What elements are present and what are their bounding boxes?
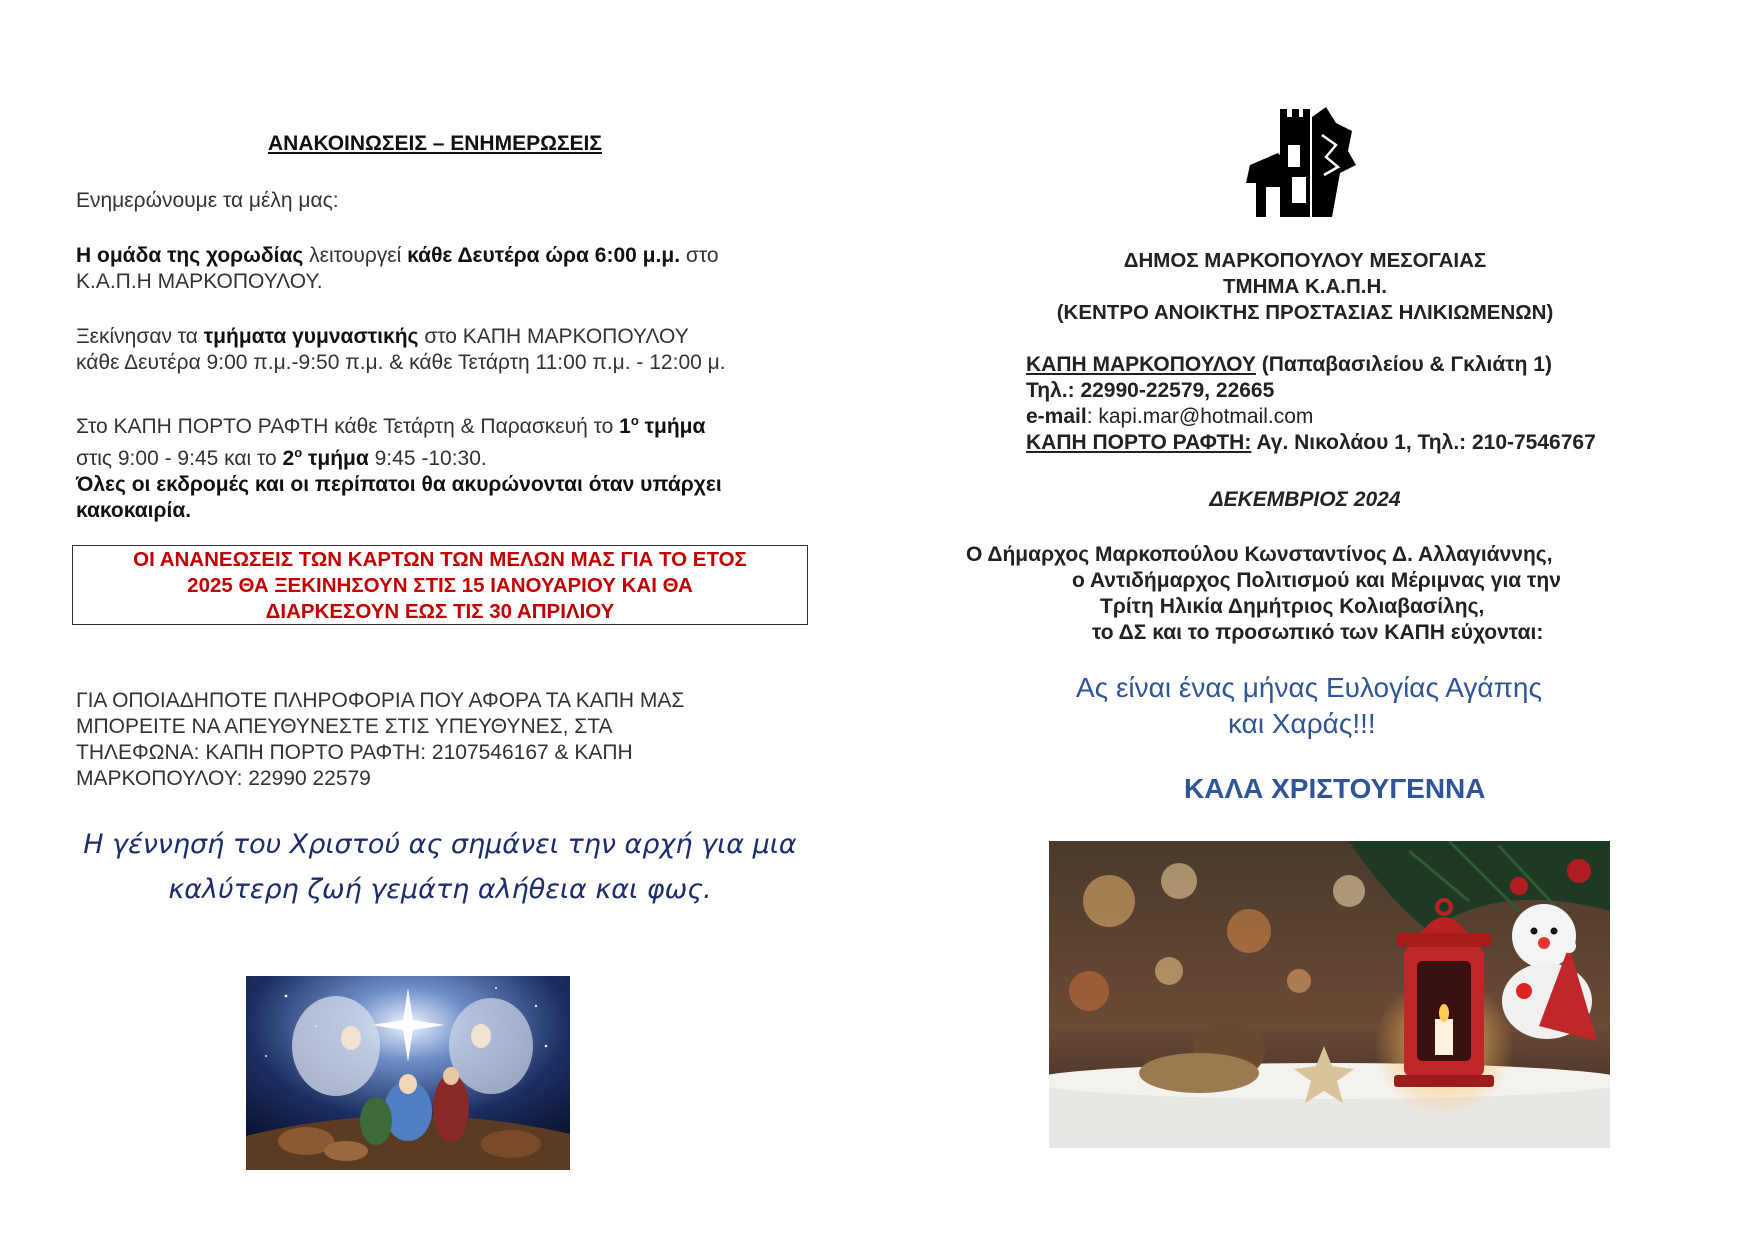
choir-text-2: στο: [680, 244, 719, 267]
porto-text-2: στις 9:00 - 9:45 και το: [76, 447, 283, 470]
org-line-1: ΔΗΜΟΣ ΜΑΡΚΟΠΟΥΛΟΥ ΜΕΣΟΓΑΙΑΣ: [1123, 249, 1487, 272]
nativity-image: [246, 976, 570, 1170]
christmas-lantern-image: [1049, 841, 1610, 1148]
renewal-notice-box: [72, 545, 808, 625]
municipality-logo: [1240, 105, 1358, 217]
choir-line-2: Κ.Α.Π.Η ΜΑΡΚΟΠΟΥΛΟΥ.: [76, 270, 323, 293]
gym-bold: τμήματα γυμναστικής: [203, 325, 419, 348]
choir-paragraph: [76, 243, 836, 295]
greeting-line-3: Τρίτη Ηλικία Δημήτριος Κολιαβασίλης,: [1100, 595, 1485, 618]
quote-line-2: καλύτερη ζωή γεμάτη αλήθεια και φως.: [168, 874, 712, 905]
intro-text: Ενημερώνουμε τα μέλη μας:: [76, 189, 339, 212]
christmas-quote: [40, 822, 840, 912]
porto-rafti-address: Αγ. Νικολάου 1, Τηλ.: 210-7546767: [1251, 431, 1596, 454]
quote-line-1: Η γέννησή του Χριστού ας σημάνει την αρχή για μια: [83, 829, 797, 860]
info-line-2: ΜΠΟΡΕΙΤΕ ΝΑ ΑΠΕΥΘΥΝΕΣΤΕ ΣΤΙΣ ΥΠΕΥΘΥΝΕΣ, ΣΤΑ: [76, 715, 613, 738]
porto-group-1: $1^o$ τμήμα: [619, 413, 706, 438]
porto-group-2: $2^o$ τμήμα: [282, 445, 369, 470]
renewal-line-2: 2025 ΘΑ ΞΕΚΙΝΗΣΟΥΝ ΣΤΙΣ 15 ΙΑΝΟΥΑΡΙΟΥ ΚΑΙ ΘΑ: [187, 574, 693, 597]
renewal-line-3: ΔΙΑΡΚΕΣΟΥΝ ΕΩΣ ΤΙΣ 30 ΑΠΡΙΛΙΟΥ: [265, 600, 615, 623]
choir-text-1: λειτουργεί: [303, 244, 408, 267]
info-line-1: ΓΙΑ ΟΠΟΙΑΔΗΠΟΤΕ ΠΛΗΡΟΦΟΡΙΑ ΠΟΥ ΑΦΟΡΑ ΤΑ ΚΑΠΗ ΜΑΣ: [76, 689, 685, 712]
wish-line-2: και Χαράς!!!: [1228, 708, 1376, 739]
info-line-4: ΜΑΡΚΟΠΟΥΛΟΥ: 22990 22579: [76, 767, 371, 790]
porto-text-3: 9:45 -10:30.: [368, 447, 487, 470]
contact-block: [1026, 352, 1726, 456]
org-line-2: ΤΜΗΜΑ Κ.Α.Π.Η.: [1223, 275, 1387, 298]
contact-info-paragraph: [76, 688, 836, 792]
porto-rafti-label: ΚΑΠΗ ΠΟΡΤΟ ΡΑΦΤΗ:: [1026, 431, 1252, 454]
renewal-line-1: ΟΙ ΑΝΑΝΕΩΣΕΙΣ ΤΩΝ ΚΑΡΤΩΝ ΤΩΝ ΜΕΛΩΝ ΜΑΣ ΓΙΑ ΤΟ ΕΤΟΣ: [133, 548, 747, 571]
org-line-3: (ΚΕΝΤΡΟ ΑΝΟΙΚΤΗΣ ΠΡΟΣΤΑΣΙΑΣ ΗΛΙΚΙΩΜΕΝΩΝ): [1056, 301, 1554, 324]
choir-bold-1: Η ομάδα της χορωδίας: [76, 244, 304, 267]
kapi-phone: Τηλ.: 22990-22579, 22665: [1026, 379, 1275, 402]
gym-paragraph: [76, 324, 836, 376]
announcements-title: ΑΝΑΚΟΙΝΩΣΕΙΣ – ΕΝΗΜΕΡΩΣΕΙΣ: [268, 132, 602, 155]
info-line-3: ΤΗΛΕΦΩΝΑ: ΚΑΠΗ ΠΟΡΤΟ ΡΑΦΤΗ: 2107546167 & ΚΑΠΗ: [76, 741, 633, 764]
kapi-markopoulou-address: (Παπαβασιλείου & Γκλιάτη 1): [1255, 353, 1552, 376]
email-label: e-mail: [1026, 405, 1087, 428]
greeting-line-2: ο Αντιδήμαρχος Πολιτισμού και Μέριμνας για την: [1072, 569, 1561, 592]
wish-line-1: Ας είναι ένας μήνας Ευλογίας Αγάπης: [1076, 672, 1542, 703]
gym-line-2: κάθε Δευτέρα 9:00 π.μ.-9:50 π.μ. & κάθε Τετάρτη 11:00 π.μ. - 12:00 μ.: [76, 351, 726, 374]
porto-paragraph: [76, 408, 836, 524]
greeting-line-4: το ΔΣ και το προσωπικό των ΚΑΠΗ εύχονται:: [1092, 621, 1544, 644]
kapi-markopoulou-label: ΚΑΠΗ ΜΑΡΚΟΠΟΥΛΟΥ: [1026, 353, 1256, 376]
greeting-line-1: Ο Δήμαρχος Μαρκοπούλου Κωνσταντίνος Δ. Αλλαγιάννης,: [966, 543, 1553, 566]
merry-christmas-heading: ΚΑΛΑ ΧΡΙΣΤΟΥΓΕΝΝΑ: [1184, 773, 1486, 804]
porto-text-1: Στο ΚΑΠΗ ΠΟΡΤΟ ΡΑΦΤΗ κάθε Τετάρτη & Παρασκευή το: [76, 415, 620, 438]
month-heading: ΔΕΚΕΜΒΡΙΟΣ 2024: [1209, 488, 1401, 511]
weather-note: Όλες οι εκδρομές και οι περίπατοι θα ακυρώνονται όταν υπάρχει κακοκαιρία.: [76, 473, 722, 522]
gym-text-2: στο ΚΑΠΗ ΜΑΡΚΟΠΟΥΛΟΥ: [418, 325, 689, 348]
choir-bold-2: κάθε Δευτέρα ώρα 6:00 μ.μ.: [407, 244, 681, 267]
gym-text-1: Ξεκίνησαν τα: [76, 325, 204, 348]
email-value: : kapi.mar@hotmail.com: [1086, 405, 1314, 428]
